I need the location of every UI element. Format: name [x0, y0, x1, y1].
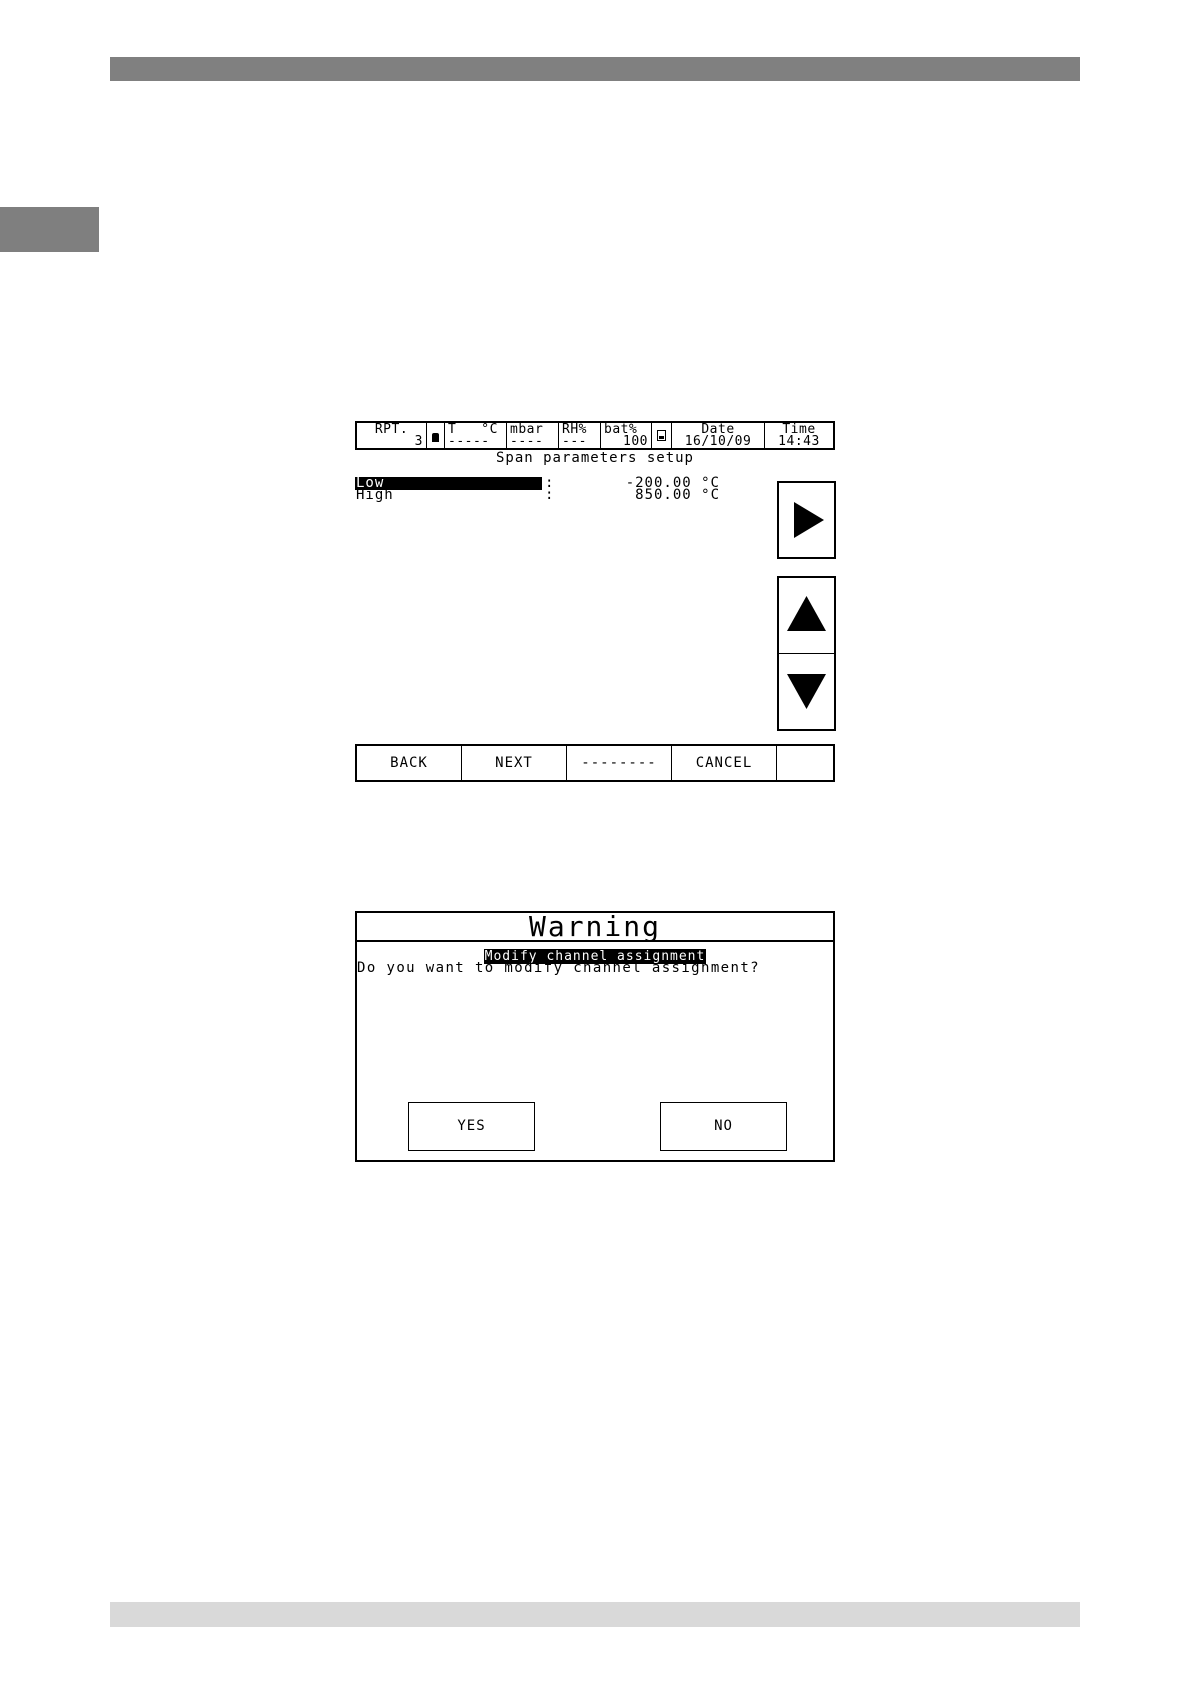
date-value: 16/10/09 [684, 434, 752, 448]
dialog-subtitle: Modify channel assignment [484, 949, 706, 964]
yes-button[interactable]: YES [408, 1102, 535, 1151]
rpt-label: RPT. [374, 423, 409, 437]
rpt-value: 3 [414, 434, 423, 448]
pressure-value: ---- [510, 434, 544, 448]
right-button[interactable] [777, 481, 836, 559]
header-rule [110, 57, 1080, 81]
card-cell [652, 423, 672, 448]
battery-cell [601, 423, 652, 448]
blank-softkey[interactable]: -------- [567, 746, 672, 780]
param-colon: : [545, 475, 555, 491]
param-row-high[interactable] [355, 489, 720, 502]
up-button[interactable] [779, 578, 834, 654]
battery-indicator-cell [427, 423, 445, 448]
date-cell [672, 423, 765, 448]
scroll-buttons [777, 576, 836, 731]
status-bar [355, 421, 835, 450]
humidity-cell [559, 423, 601, 448]
footer-rule [110, 1602, 1080, 1627]
pressure-cell [507, 423, 559, 448]
time-value: 14:43 [778, 434, 820, 448]
param-value: -200.00 °C [625, 475, 720, 491]
humidity-label: RH% [562, 423, 587, 437]
next-button[interactable]: NEXT [462, 746, 567, 780]
memory-card-icon [657, 430, 666, 441]
battery-icon [432, 433, 439, 442]
time-label: Time [782, 423, 816, 437]
dialog-message: Do you want to modify channel assignment? [357, 960, 760, 976]
right-triangle-icon [785, 483, 829, 557]
cancel-button[interactable]: CANCEL [672, 746, 777, 780]
temperature-cell [445, 423, 507, 448]
pressure-label: mbar [510, 423, 544, 437]
param-value: 850.00 °C [635, 487, 720, 503]
down-button[interactable] [779, 654, 834, 730]
down-triangle-icon [779, 654, 834, 730]
param-name: Low [355, 477, 542, 490]
param-colon: : [545, 487, 555, 503]
screen-title: Span parameters setup [495, 450, 694, 466]
warning-dialog [355, 911, 835, 1162]
battery-value: 100 [623, 434, 648, 448]
softkey-bar [355, 744, 835, 782]
back-button[interactable]: BACK [357, 746, 462, 780]
temperature-value: ----- [448, 434, 490, 448]
time-cell [765, 423, 833, 448]
battery-label: bat% [604, 423, 638, 437]
humidity-value: --- [562, 434, 587, 448]
rpt-cell [357, 423, 427, 448]
no-button[interactable]: NO [660, 1102, 787, 1151]
empty-softkey[interactable] [777, 746, 833, 780]
temperature-label: T °C [448, 423, 498, 437]
date-label: Date [701, 423, 735, 437]
dialog-title: Warning [357, 913, 833, 942]
param-name: High [356, 487, 394, 503]
dialog-subtitle-row [357, 945, 833, 964]
up-triangle-icon [779, 578, 834, 654]
chapter-tab [0, 207, 99, 252]
